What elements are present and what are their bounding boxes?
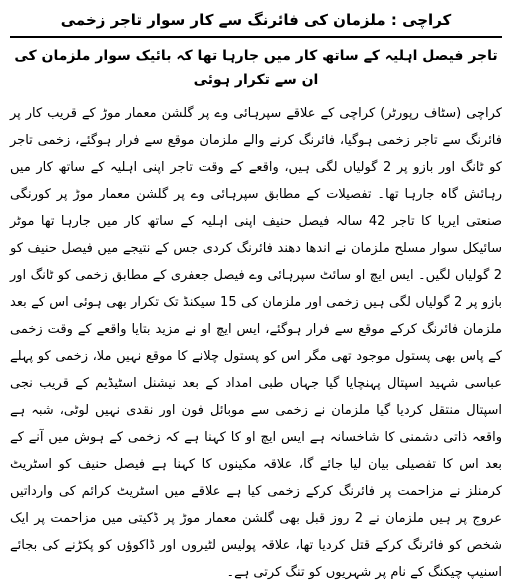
headline-divider bbox=[10, 36, 502, 38]
article-body: کراچی (سٹاف رپورٹر) کراچی کے علاقے سپرہائی وے پر گلشن معمار موڑ کے قریب کار پر فائرنگ سے تاجر زخمی ہوگیا، فائرنگ کرنے والے ملزمان موقع سے فرار ہوگئے، زخمی تاجر کو ٹانگ اور بازو پر 2 گولیاں لگی ہیں، واقعے کے وقت تاجر اپنی اہلیہ کے ساتھ کار میں رہائش گاہ جارہا تھا۔ تفصیلات کے مطابق سپرہائی وے پر گلشن معمار موڑ پر کورنگی صنعتی ایریا کا تاجر 42 سالہ فیصل حنیف اپنی اہلیہ کے ساتھ کار میں جارہا تھا موٹر سائیکل سوار مسلح ملزمان نے اندھا دھند فائرنگ کردی جس کے نتیجے میں فیصل حنیف کو 2 گولیاں لگیں۔ ایس ایچ او سائٹ سپرہائی وے فیصل جعفری کے مطابق زخمی کو ٹانگ اور بازو پر 2 گولیاں لگی ہیں زخمی اور ملزمان کی 15 سیکنڈ تک تکرار بھی ہوئی اس کے بعد ملزمان فائرنگ کرکے موقع سے فرار ہوگئے، ایس ایچ او نے مزید بتایا واقعے کے وقت زخمی کے پاس بھی پستول موجود تھی مگر اس کو پستول چلانے کا موقع نہیں ملا، زخمی کو پہلے عباسی شہید اسپتال پہنچایا گیا جہاں طبی امداد کے بعد نیشنل اسٹیڈیم کے قریب نجی اسپتال منتقل کردیا گیا ملزمان نے زخمی سے موبائل فون اور نقدی نہیں لوٹی، شبہ ہے واقعہ ذاتی دشمنی کا شاخسانہ ہے ایس ایچ او کا کہنا ہے کہ زخمی کے ہوش میں آنے کے بعد اس کا تفصیلی بیان لیا جائے گا، علاقہ مکینوں کا کہنا ہے فیصل حنیف کو اسٹریٹ کرمنلز نے مزاحمت پر فائرنگ کرکے زخمی کیا ہے علاقے میں اسٹریٹ کرائم کی وارداتیں عروج پر ہیں ملزمان نے 2 روز قبل بھی گلشن معمار موڑ پر ڈکیتی میں مزاحمت پر ایک شخص کو فائرنگ کرکے قتل کردیا تھا، علاقہ پولیس لٹیروں اور ڈاکوؤں کو پکڑنے کی بجائے اسنیپ چیکنگ کے نام پر شہریوں کو تنگ کرتی ہے۔ bbox=[10, 106, 502, 580]
headline: کراچی : ملزمان کی فائرنگ سے کار سوار تاجر زخمی bbox=[60, 11, 452, 29]
subheadline: تاجر فیصل اہلیہ کے ساتھ کار میں جارہا تھا کہ بائیک سوار ملزمان کی ان سے تکرار ہوئی bbox=[14, 48, 498, 88]
